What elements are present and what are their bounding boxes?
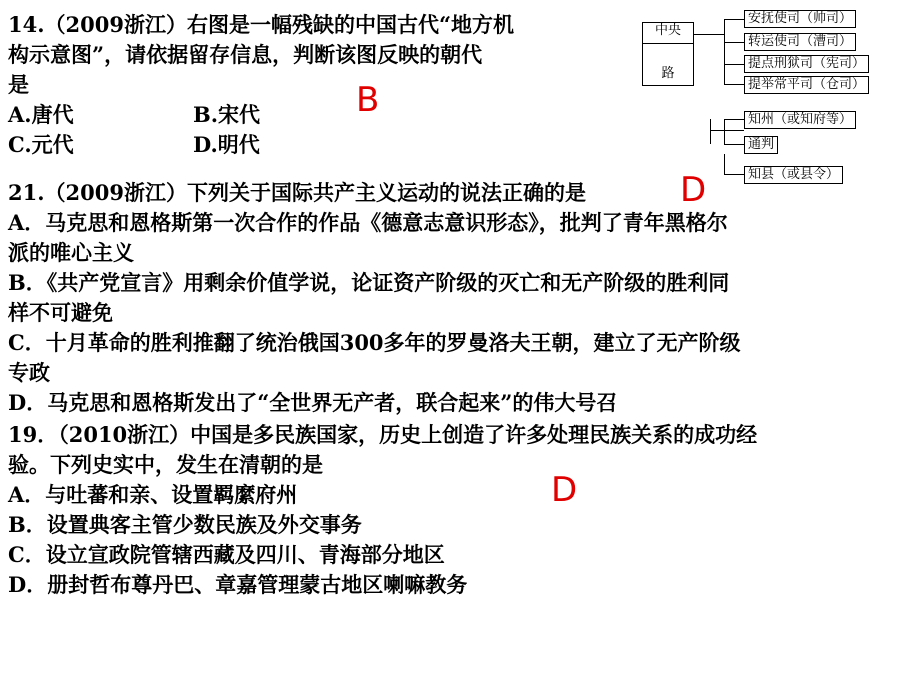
diagram-connector <box>724 119 725 144</box>
q14-options-row1 <box>8 100 608 130</box>
diagram-connector <box>724 64 744 65</box>
q21-option-a-line1: A．马克思和恩格斯第一次合作的作品《德意志意识形态》，批判了青年黑格尔 <box>8 210 728 235</box>
q14-option-a: A.唐代 <box>8 102 74 127</box>
q21-option-b-line1: B．《共产党宣言》用剩余价值学说，论证资产阶级的灭亡和无产阶级的胜利同 <box>8 270 730 295</box>
q21-option-c-line2: 专政 <box>8 360 50 385</box>
diagram-connector <box>724 19 744 20</box>
diagram-connector <box>724 154 725 174</box>
q14-answer: B <box>356 80 380 120</box>
q19-stem-line2: 验。下列史实中，发生在清朝的是 <box>8 452 323 477</box>
diagram-connector <box>724 174 744 175</box>
q14-options-row2 <box>8 130 608 160</box>
diagram-connector <box>724 119 744 120</box>
q21-answer: D <box>680 170 707 210</box>
q21-option-b-line2: 样不可避免 <box>8 300 113 325</box>
diagram-route-box: 路 <box>642 44 694 86</box>
q14-option-b: B.宋代 <box>193 102 261 127</box>
diagram-box-anfu: 安抚使司（帅司） <box>744 10 856 28</box>
q19-stem-line1: 19．（2010浙江）中国是多民族国家，历史上创造了许多处理民族关系的成功经 <box>8 422 758 447</box>
local-administration-diagram <box>640 6 900 196</box>
question-19 <box>8 420 757 600</box>
question-21 <box>8 178 741 418</box>
diagram-connector <box>724 144 744 145</box>
q21-option-a-line2: 派的唯心主义 <box>8 240 134 265</box>
q19-option-d: D．册封哲布尊丹巴、章嘉管理蒙古地区喇嘛教务 <box>8 572 468 597</box>
diagram-box-zhizhou: 知州（或知府等） <box>744 111 856 129</box>
diagram-box-tiju: 提举常平司（仓司） <box>744 76 869 94</box>
q14-stem-line2: 构示意图”，请依据留存信息，判断该图反映的朝代 <box>8 42 483 67</box>
q19-answer: D <box>551 470 578 510</box>
diagram-box-tidian: 提点刑狱司（宪司） <box>744 55 869 73</box>
q19-option-a: A．与吐蕃和亲、设置羁縻府州 <box>8 482 298 507</box>
diagram-box-tongpan: 通判 <box>744 136 778 154</box>
diagram-connector <box>694 34 724 35</box>
diagram-central-box: 中央 <box>642 22 694 44</box>
q14-stem-line3: 是 <box>8 72 29 97</box>
diagram-connector <box>724 84 744 85</box>
diagram-connector <box>724 19 725 84</box>
q14-stem-line1: 14.（2009浙江）右图是一幅残缺的中国古代“地方机 <box>8 12 515 37</box>
q21-option-d-line1: D．马克思和恩格斯发出了“全世界无产者，联合起来”的伟大号召 <box>8 390 618 415</box>
diagram-box-zhixian: 知县（或县令） <box>744 166 843 184</box>
diagram-connector <box>710 130 744 131</box>
q19-option-b: B．设置典客主管少数民族及外交事务 <box>8 512 362 537</box>
q21-option-c-line1: C．十月革命的胜利推翻了统治俄国300多年的罗曼洛夫王朝，建立了无产阶级 <box>8 330 741 355</box>
q19-option-c: C．设立宣政院管辖西藏及四川、青海部分地区 <box>8 542 445 567</box>
question-14 <box>8 10 608 160</box>
diagram-connector <box>710 119 711 144</box>
diagram-connector <box>724 42 744 43</box>
q21-stem: 21.（2009浙江）下列关于国际共产主义运动的说法正确的是 <box>8 180 586 205</box>
diagram-box-zhuanyun: 转运使司（漕司） <box>744 33 856 51</box>
q14-option-c: C.元代 <box>8 132 74 157</box>
q14-option-d: D.明代 <box>193 132 260 157</box>
